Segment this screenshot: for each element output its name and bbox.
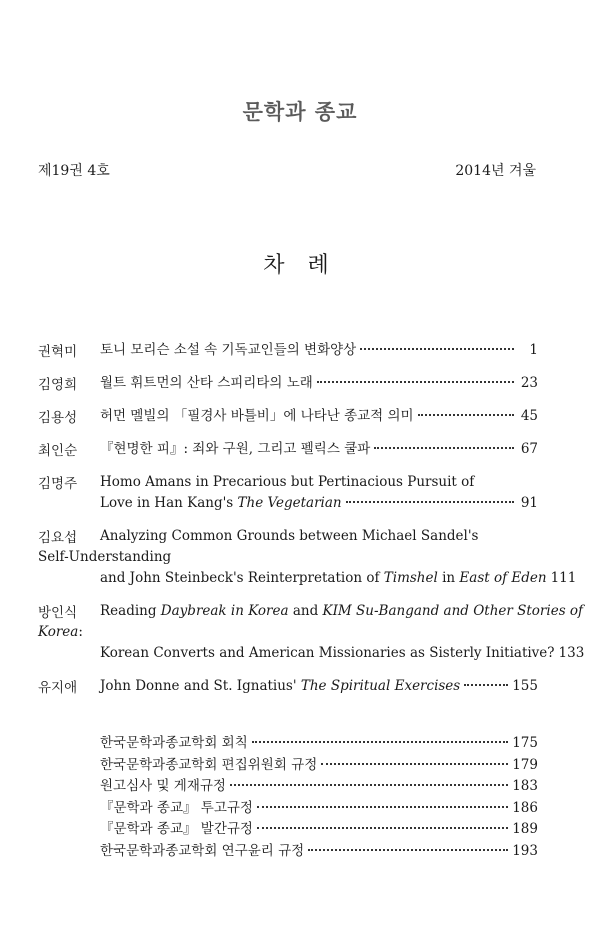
italic-work-title: The Vegetarian xyxy=(237,495,342,511)
entry-page: 91 xyxy=(520,495,538,511)
leader-dots xyxy=(321,763,508,765)
entry-page: 23 xyxy=(520,375,538,391)
entry-title-line1: Reading Daybreak in Korea and KIM Su-Bangand and Other Stories of xyxy=(100,603,584,619)
entry-page: 133 xyxy=(558,645,585,661)
issue-volume: 제19권 4호 xyxy=(38,163,110,179)
leader-dots xyxy=(230,784,508,786)
entry-page: 67 xyxy=(520,441,538,457)
entry-author: 김용성 xyxy=(38,410,78,426)
toc-entry[interactable] xyxy=(38,340,538,361)
entry-title: 월트 휘트먼의 산타 스피리타의 노래 xyxy=(100,375,313,391)
appendix-title: 원고심사 및 게재규정 xyxy=(100,778,226,794)
entry-author: 방인식 xyxy=(38,605,78,621)
appendix-page: 175 xyxy=(512,735,538,751)
leader-dots xyxy=(346,501,514,503)
appendix-page: 183 xyxy=(512,778,538,794)
leader-dots xyxy=(257,827,508,829)
appendix-page: 179 xyxy=(512,756,538,773)
appendix-title: 한국문학과종교학회 편집위원회 규정 xyxy=(100,756,318,773)
appendix-title: 『문학과 종교』 발간규정 xyxy=(100,821,253,837)
leader-dots xyxy=(374,447,514,449)
entry-title-line2: Korean Converts and American Missionaries as Sisterly Initiative? xyxy=(100,645,555,661)
table-of-contents xyxy=(38,340,585,709)
appendix-page: 193 xyxy=(512,842,538,859)
journal-title: 문학과 종교 xyxy=(242,100,358,124)
issue-season: 2014년 겨울 xyxy=(455,163,536,179)
leader-dots xyxy=(464,684,508,686)
entry-title-line1b: Self-Understanding xyxy=(38,549,172,565)
appendix-item[interactable] xyxy=(100,755,538,777)
entry-page: 111 xyxy=(550,570,577,586)
toc-heading: 차 례 xyxy=(263,253,337,278)
toc-entry[interactable] xyxy=(38,439,538,460)
italic-work-title: Daybreak in Korea xyxy=(160,603,289,619)
italic-term: Timshel xyxy=(383,570,438,586)
entry-author: 유지애 xyxy=(38,680,78,696)
appendix-title: 『문학과 종교』 투고규정 xyxy=(100,799,253,816)
entry-author: 최인순 xyxy=(38,443,78,459)
appendix-page: 186 xyxy=(512,799,538,816)
italic-work-title: East of Eden xyxy=(459,570,547,586)
entry-page: 45 xyxy=(520,408,538,424)
leader-dots xyxy=(418,414,514,416)
appendix-title: 한국문학과종교학회 회칙 xyxy=(100,735,248,751)
entry-title: 『현명한 피』: 죄와 구원, 그리고 펠릭스 쿨파 xyxy=(100,441,371,457)
toc-entry[interactable] xyxy=(38,526,577,589)
toc-entry[interactable] xyxy=(38,373,538,394)
leader-dots xyxy=(257,806,508,808)
appendix-page: 189 xyxy=(512,821,538,837)
leader-dots xyxy=(252,741,508,743)
entry-page: 155 xyxy=(512,678,538,694)
toc-entry[interactable] xyxy=(38,676,538,697)
entry-title: 허먼 멜빌의 「필경사 바틀비」에 나타난 종교적 의미 xyxy=(100,408,414,424)
appendix-list xyxy=(100,733,538,862)
entry-author: 김영희 xyxy=(38,377,78,393)
entry-title-line1: Homo Amans in Precarious but Pertinacious Pursuit of xyxy=(100,474,475,490)
appendix-item[interactable] xyxy=(100,776,538,798)
entry-title-line2: and John Steinbeck's Reinterpretation of Timshel in East of Eden xyxy=(100,570,547,586)
italic-work-title: KIM Su-Bangand and Other Stories of xyxy=(322,603,584,619)
appendix-item[interactable] xyxy=(100,798,538,820)
italic-work-title: The Spiritual Exercises xyxy=(300,678,461,694)
leader-dots xyxy=(308,849,508,851)
appendix-item[interactable] xyxy=(100,819,538,841)
entry-title-line1: Analyzing Common Grounds between Michael Sandel's xyxy=(100,528,479,544)
toc-entry[interactable] xyxy=(38,406,538,427)
entry-title: 토니 모리슨 소설 속 기독교인들의 변화양상 xyxy=(100,342,357,358)
leader-dots xyxy=(317,381,514,383)
entry-author: 김요섭 xyxy=(38,530,78,546)
appendix-title: 한국문학과종교학회 연구윤리 규정 xyxy=(100,842,305,859)
entry-title-line2: Love in Han Kang's The Vegetarian xyxy=(100,495,342,511)
entry-author: 권혁미 xyxy=(38,344,78,360)
entry-page: 1 xyxy=(529,342,538,358)
appendix-item[interactable] xyxy=(100,733,538,755)
entry-author: 김명주 xyxy=(38,476,78,492)
toc-entry[interactable] xyxy=(38,601,585,664)
leader-dots xyxy=(360,348,514,350)
appendix-item[interactable] xyxy=(100,841,538,863)
entry-title: John Donne and St. Ignatius' The Spiritual Exercises xyxy=(100,678,461,694)
entry-title-line1b: Korea: xyxy=(38,624,83,640)
toc-entry[interactable] xyxy=(38,472,538,514)
